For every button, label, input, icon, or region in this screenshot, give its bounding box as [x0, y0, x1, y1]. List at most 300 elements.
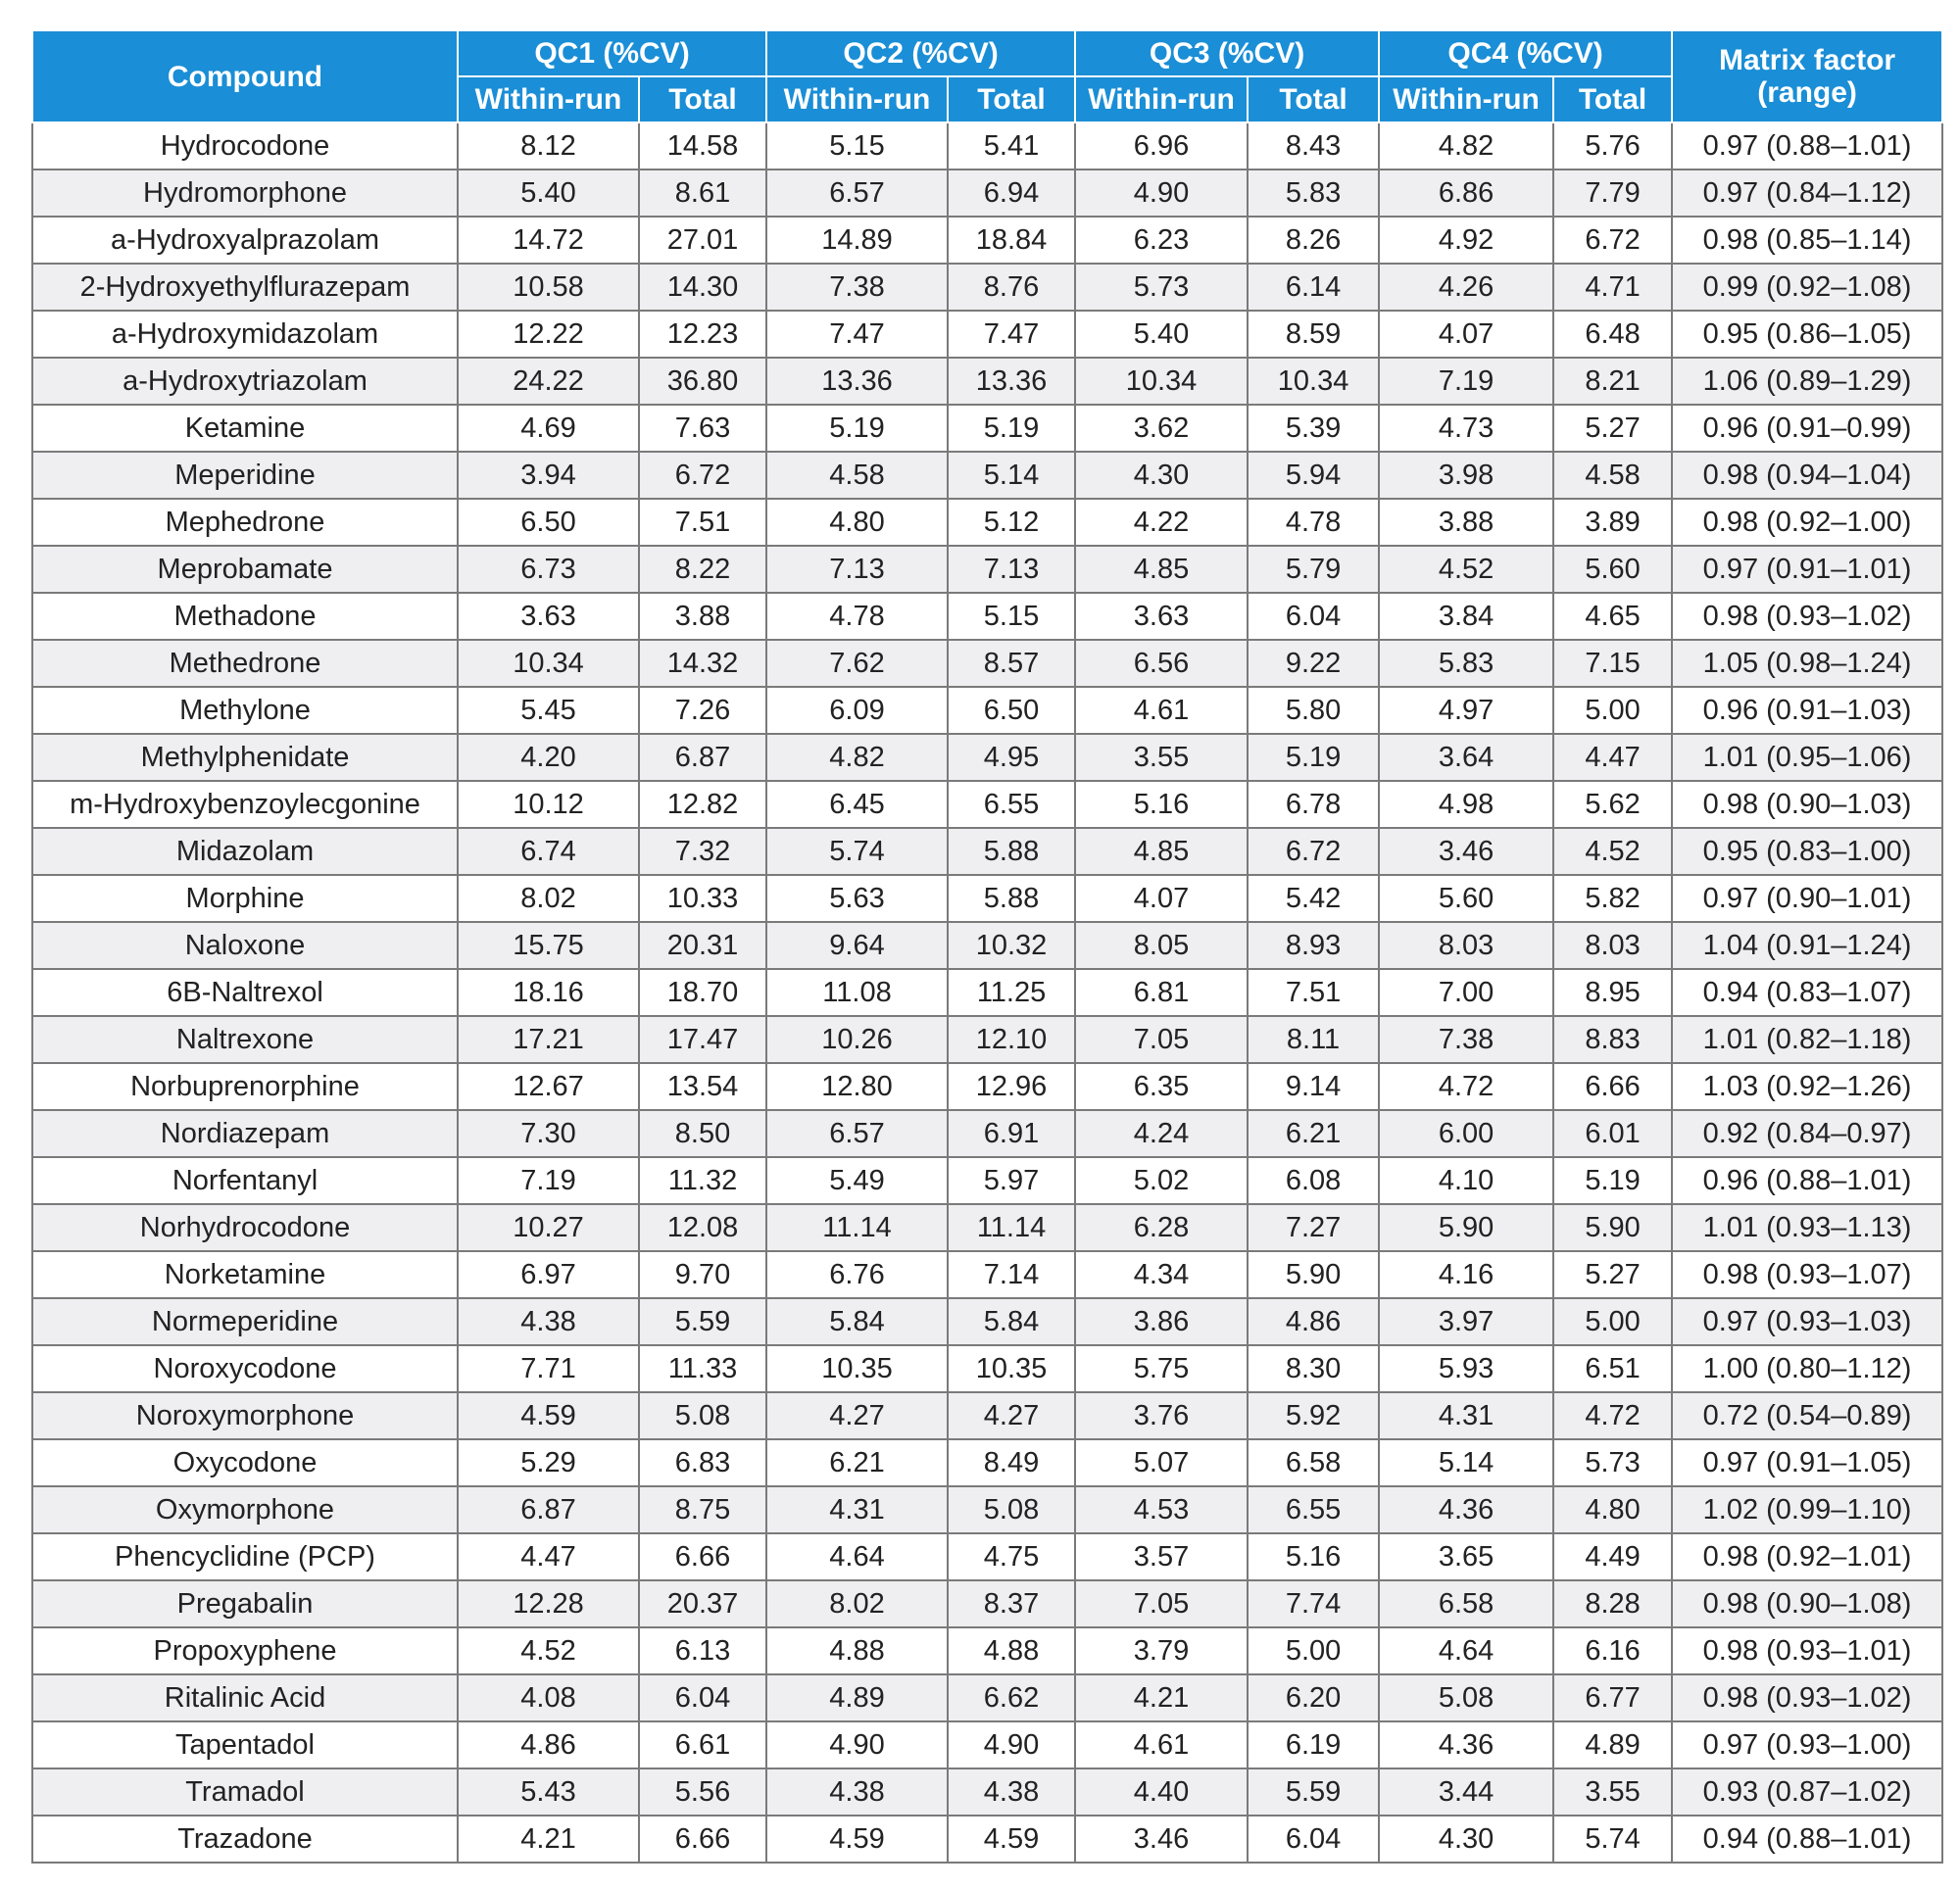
qc4-within-run-cell: 3.46 — [1379, 828, 1553, 875]
qc2-within-run-cell: 11.14 — [766, 1204, 948, 1251]
qc2-within-run-cell: 6.76 — [766, 1251, 948, 1298]
compound-cell: Naltrexone — [32, 1016, 458, 1063]
qc3-total-cell: 6.04 — [1248, 1816, 1379, 1863]
qc3-total-cell: 5.79 — [1248, 546, 1379, 593]
table-row — [32, 734, 1942, 781]
compound-cell: m-Hydroxybenzoylecgonine — [32, 781, 458, 828]
table-row — [32, 122, 1942, 170]
qc3-total-cell: 5.94 — [1248, 452, 1379, 499]
qc4-within-run-cell: 4.73 — [1379, 405, 1553, 452]
compound-cell: Nordiazepam — [32, 1110, 458, 1157]
compound-cell: Methadone — [32, 593, 458, 640]
matrix-factor-cell: 0.97 (0.90–1.01) — [1672, 875, 1942, 922]
qc4-within-run-cell: 3.44 — [1379, 1768, 1553, 1816]
qc4-within-run-cell: 4.26 — [1379, 264, 1553, 311]
qc1-total-cell: 8.61 — [639, 170, 766, 217]
qc1-within-run-cell: 4.47 — [458, 1533, 639, 1580]
qc4-total-cell: 4.52 — [1553, 828, 1672, 875]
qc4-within-run-cell: 3.88 — [1379, 499, 1553, 546]
qc4-within-run-cell: 7.00 — [1379, 969, 1553, 1016]
qc2-total-cell: 4.38 — [948, 1768, 1075, 1816]
qc3-total-cell: 8.30 — [1248, 1345, 1379, 1392]
qc3-within-run-cell: 4.22 — [1075, 499, 1248, 546]
qc4-within-run-cell: 4.36 — [1379, 1486, 1553, 1533]
qc2-within-run-cell: 6.21 — [766, 1439, 948, 1486]
qc1-total-cell: 5.08 — [639, 1392, 766, 1439]
qc4-total-cell: 6.01 — [1553, 1110, 1672, 1157]
qc2-header: QC2 (%CV) — [766, 30, 1075, 76]
matrix-factor-cell: 0.95 (0.86–1.05) — [1672, 311, 1942, 358]
qc4-total-cell: 4.72 — [1553, 1392, 1672, 1439]
qc1-within-run-cell: 7.30 — [458, 1110, 639, 1157]
qc3-total-cell: 8.59 — [1248, 311, 1379, 358]
matrix-factor-cell: 1.01 (0.93–1.13) — [1672, 1204, 1942, 1251]
qc4-within-run-cell: 4.64 — [1379, 1627, 1553, 1674]
qc4-within-run-cell: 3.84 — [1379, 593, 1553, 640]
qc1-total-cell: 10.33 — [639, 875, 766, 922]
matrix-factor-cell: 0.98 (0.93–1.02) — [1672, 593, 1942, 640]
qc1-within-run-cell: 4.86 — [458, 1721, 639, 1768]
qc4-total-cell: 5.27 — [1553, 405, 1672, 452]
compound-cell: Hydrocodone — [32, 122, 458, 170]
qc4-total-cell: 6.77 — [1553, 1674, 1672, 1721]
qc3-within-run-cell: 3.46 — [1075, 1816, 1248, 1863]
compound-cell: Propoxyphene — [32, 1627, 458, 1674]
qc4-total-cell: 3.89 — [1553, 499, 1672, 546]
qc4-within-run-cell: 8.03 — [1379, 922, 1553, 969]
qc3-within-run-cell: 5.16 — [1075, 781, 1248, 828]
table-row — [32, 1298, 1942, 1345]
qc2-within-run-cell: 5.74 — [766, 828, 948, 875]
qc2-total-cell: 12.96 — [948, 1063, 1075, 1110]
qc3-total-cell: 10.34 — [1248, 358, 1379, 405]
qc3-within-run-cell: 3.55 — [1075, 734, 1248, 781]
qc2-within-run-cell: 6.57 — [766, 170, 948, 217]
table-header — [32, 30, 1942, 122]
qc3-within-run-cell: 6.96 — [1075, 122, 1248, 170]
qc2-within-run-cell: 12.80 — [766, 1063, 948, 1110]
qc1-within-run-cell: 4.21 — [458, 1816, 639, 1863]
qc1-within-run-cell: 4.38 — [458, 1298, 639, 1345]
qc3-total-cell: 8.93 — [1248, 922, 1379, 969]
qc2-within-run-cell: 7.62 — [766, 640, 948, 687]
qc3-total-cell: 8.43 — [1248, 122, 1379, 170]
table-row — [32, 687, 1942, 734]
qc2-total-cell: 5.88 — [948, 828, 1075, 875]
qc1-total-cell: 8.50 — [639, 1110, 766, 1157]
qc4-total-cell: 7.15 — [1553, 640, 1672, 687]
matrix-factor-cell: 0.94 (0.83–1.07) — [1672, 969, 1942, 1016]
qc2-within-run-cell: 4.58 — [766, 452, 948, 499]
qc4-within-run-cell: 4.30 — [1379, 1816, 1553, 1863]
qc1-total-cell: 18.70 — [639, 969, 766, 1016]
compound-cell: Meprobamate — [32, 546, 458, 593]
qc2-within-run-cell: 5.49 — [766, 1157, 948, 1204]
table-row — [32, 922, 1942, 969]
qc1-total-cell: 12.82 — [639, 781, 766, 828]
qc2-within-run-cell: 7.38 — [766, 264, 948, 311]
matrix-factor-cell: 0.98 (0.93–1.01) — [1672, 1627, 1942, 1674]
qc3-header: QC3 (%CV) — [1075, 30, 1379, 76]
qc2-total-cell: 11.14 — [948, 1204, 1075, 1251]
qc2-total-cell: 5.97 — [948, 1157, 1075, 1204]
qc1-within-run-cell: 10.34 — [458, 640, 639, 687]
qc4-within-run-cell: 4.52 — [1379, 546, 1553, 593]
matrix-factor-cell: 0.98 (0.92–1.01) — [1672, 1533, 1942, 1580]
qc2-total-cell: 8.37 — [948, 1580, 1075, 1627]
table-row — [32, 358, 1942, 405]
qc2-within-run-cell: 4.64 — [766, 1533, 948, 1580]
qc1-total-header: Total — [639, 76, 766, 122]
qc2-within-run-cell: 4.59 — [766, 1816, 948, 1863]
qc1-total-cell: 20.37 — [639, 1580, 766, 1627]
qc3-within-run-cell: 4.90 — [1075, 170, 1248, 217]
table-row — [32, 1816, 1942, 1863]
compound-cell: 2-Hydroxyethylflurazepam — [32, 264, 458, 311]
qc1-total-cell: 6.72 — [639, 452, 766, 499]
qc4-within-run-cell: 5.93 — [1379, 1345, 1553, 1392]
compound-cell: a-Hydroxytriazolam — [32, 358, 458, 405]
qc3-within-run-cell: 3.57 — [1075, 1533, 1248, 1580]
qc1-within-run-cell: 12.22 — [458, 311, 639, 358]
qc1-within-run-cell: 5.29 — [458, 1439, 639, 1486]
matrix-factor-cell: 0.98 (0.90–1.08) — [1672, 1580, 1942, 1627]
qc4-within-run-cell: 4.31 — [1379, 1392, 1553, 1439]
matrix-factor-cell: 0.96 (0.91–1.03) — [1672, 687, 1942, 734]
compound-cell: Trazadone — [32, 1816, 458, 1863]
table-row — [32, 1204, 1942, 1251]
qc3-within-run-cell: 4.85 — [1075, 546, 1248, 593]
qc2-within-run-cell: 10.35 — [766, 1345, 948, 1392]
table-row — [32, 1439, 1942, 1486]
table-row — [32, 1345, 1942, 1392]
qc1-total-cell: 3.88 — [639, 593, 766, 640]
compound-cell: Norketamine — [32, 1251, 458, 1298]
matrix-factor-cell: 0.94 (0.88–1.01) — [1672, 1816, 1942, 1863]
qc2-within-run-cell: 4.27 — [766, 1392, 948, 1439]
table-row — [32, 1063, 1942, 1110]
qc4-within-run-cell: 4.16 — [1379, 1251, 1553, 1298]
qc4-within-run-cell: 6.00 — [1379, 1110, 1553, 1157]
qc4-within-run-cell: 3.64 — [1379, 734, 1553, 781]
qc1-within-run-cell: 18.16 — [458, 969, 639, 1016]
qc3-total-cell: 5.39 — [1248, 405, 1379, 452]
qc2-total-cell: 12.10 — [948, 1016, 1075, 1063]
qc3-total-cell: 6.58 — [1248, 1439, 1379, 1486]
table-row — [32, 1533, 1942, 1580]
table-row — [32, 1580, 1942, 1627]
qc1-total-cell: 36.80 — [639, 358, 766, 405]
matrix-factor-cell: 0.98 (0.92–1.00) — [1672, 499, 1942, 546]
matrix-factor-cell: 0.72 (0.54–0.89) — [1672, 1392, 1942, 1439]
qc3-within-run-cell: 3.76 — [1075, 1392, 1248, 1439]
qc1-total-cell: 14.58 — [639, 122, 766, 170]
qc3-total-cell: 5.90 — [1248, 1251, 1379, 1298]
qc4-total-cell: 5.00 — [1553, 687, 1672, 734]
table-row — [32, 1251, 1942, 1298]
matrix-factor-cell: 0.97 (0.91–1.05) — [1672, 1439, 1942, 1486]
matrix-factor-range-label: (range) — [1757, 76, 1857, 109]
qc2-total-cell: 8.49 — [948, 1439, 1075, 1486]
matrix-factor-cell: 1.04 (0.91–1.24) — [1672, 922, 1942, 969]
qc2-within-run-cell: 6.57 — [766, 1110, 948, 1157]
table-row — [32, 781, 1942, 828]
qc1-within-run-cell: 24.22 — [458, 358, 639, 405]
matrix-factor-cell: 0.98 (0.93–1.02) — [1672, 1674, 1942, 1721]
qc1-total-cell: 20.31 — [639, 922, 766, 969]
qc3-total-cell: 7.27 — [1248, 1204, 1379, 1251]
qc2-total-cell: 8.76 — [948, 264, 1075, 311]
table-row — [32, 1392, 1942, 1439]
qc4-total-cell: 5.82 — [1553, 875, 1672, 922]
qc4-total-cell: 4.80 — [1553, 1486, 1672, 1533]
qc3-within-run-cell: 8.05 — [1075, 922, 1248, 969]
cv-matrix-table — [31, 29, 1943, 1864]
qc4-total-cell: 4.58 — [1553, 452, 1672, 499]
matrix-factor-cell: 0.92 (0.84–0.97) — [1672, 1110, 1942, 1157]
qc2-total-cell: 6.50 — [948, 687, 1075, 734]
matrix-factor-cell: 1.05 (0.98–1.24) — [1672, 640, 1942, 687]
qc1-total-cell: 5.56 — [639, 1768, 766, 1816]
qc2-total-cell: 10.35 — [948, 1345, 1075, 1392]
qc1-total-cell: 7.32 — [639, 828, 766, 875]
qc3-within-run-cell: 10.34 — [1075, 358, 1248, 405]
qc4-within-run-cell: 4.92 — [1379, 217, 1553, 264]
table-row — [32, 640, 1942, 687]
qc1-total-cell: 27.01 — [639, 217, 766, 264]
compound-cell: Norfentanyl — [32, 1157, 458, 1204]
qc1-total-cell: 14.32 — [639, 640, 766, 687]
qc1-within-run-cell: 10.12 — [458, 781, 639, 828]
qc4-total-cell: 8.95 — [1553, 969, 1672, 1016]
qc4-total-cell: 8.21 — [1553, 358, 1672, 405]
matrix-factor-cell: 1.02 (0.99–1.10) — [1672, 1486, 1942, 1533]
matrix-factor-cell: 1.06 (0.89–1.29) — [1672, 358, 1942, 405]
qc2-total-cell: 7.14 — [948, 1251, 1075, 1298]
compound-cell: Methylphenidate — [32, 734, 458, 781]
qc2-total-cell: 4.59 — [948, 1816, 1075, 1863]
qc1-within-run-cell: 7.19 — [458, 1157, 639, 1204]
qc3-total-cell: 8.26 — [1248, 217, 1379, 264]
qc3-total-cell: 5.80 — [1248, 687, 1379, 734]
qc3-within-run-cell: 4.30 — [1075, 452, 1248, 499]
qc3-within-run-cell: 5.07 — [1075, 1439, 1248, 1486]
compound-cell: Normeperidine — [32, 1298, 458, 1345]
qc1-within-run-cell: 3.63 — [458, 593, 639, 640]
qc2-within-run-cell: 4.89 — [766, 1674, 948, 1721]
qc3-total-cell: 5.92 — [1248, 1392, 1379, 1439]
qc2-total-cell: 5.88 — [948, 875, 1075, 922]
qc4-within-run-cell: 3.98 — [1379, 452, 1553, 499]
qc4-total-cell: 8.28 — [1553, 1580, 1672, 1627]
matrix-factor-cell: 0.97 (0.88–1.01) — [1672, 122, 1942, 170]
table-row — [32, 264, 1942, 311]
qc3-within-run-cell: 4.61 — [1075, 1721, 1248, 1768]
matrix-factor-cell: 0.97 (0.93–1.00) — [1672, 1721, 1942, 1768]
qc1-total-cell: 5.59 — [639, 1298, 766, 1345]
qc3-within-run-cell: 5.40 — [1075, 311, 1248, 358]
qc3-within-run-cell: 6.28 — [1075, 1204, 1248, 1251]
qc1-within-run-header: Within-run — [458, 76, 639, 122]
qc2-within-run-cell: 7.47 — [766, 311, 948, 358]
qc2-within-run-cell: 4.80 — [766, 499, 948, 546]
qc4-within-run-cell: 4.72 — [1379, 1063, 1553, 1110]
table-row — [32, 969, 1942, 1016]
qc4-within-run-cell: 3.65 — [1379, 1533, 1553, 1580]
qc2-within-run-cell: 13.36 — [766, 358, 948, 405]
table-body — [32, 122, 1942, 1863]
qc4-within-run-header: Within-run — [1379, 76, 1553, 122]
compound-cell: Phencyclidine (PCP) — [32, 1533, 458, 1580]
compound-cell: Oxycodone — [32, 1439, 458, 1486]
qc3-total-cell: 7.74 — [1248, 1580, 1379, 1627]
qc1-within-run-cell: 4.52 — [458, 1627, 639, 1674]
qc4-total-cell: 5.27 — [1553, 1251, 1672, 1298]
qc2-total-cell: 5.15 — [948, 593, 1075, 640]
qc4-total-cell: 8.83 — [1553, 1016, 1672, 1063]
qc2-within-run-cell: 5.19 — [766, 405, 948, 452]
qc1-within-run-cell: 8.12 — [458, 122, 639, 170]
qc2-within-run-cell: 10.26 — [766, 1016, 948, 1063]
qc3-within-run-cell: 3.86 — [1075, 1298, 1248, 1345]
matrix-factor-cell: 1.01 (0.82–1.18) — [1672, 1016, 1942, 1063]
qc3-total-cell: 5.42 — [1248, 875, 1379, 922]
qc4-total-cell: 5.74 — [1553, 1816, 1672, 1863]
qc1-within-run-cell: 12.67 — [458, 1063, 639, 1110]
qc1-total-cell: 11.32 — [639, 1157, 766, 1204]
qc4-within-run-cell: 5.14 — [1379, 1439, 1553, 1486]
qc2-total-cell: 11.25 — [948, 969, 1075, 1016]
table-row — [32, 1768, 1942, 1816]
matrix-factor-cell: 0.98 (0.90–1.03) — [1672, 781, 1942, 828]
qc1-within-run-cell: 15.75 — [458, 922, 639, 969]
qc2-total-cell: 4.75 — [948, 1533, 1075, 1580]
compound-cell: Methedrone — [32, 640, 458, 687]
compound-cell: Noroxymorphone — [32, 1392, 458, 1439]
compound-cell: Tramadol — [32, 1768, 458, 1816]
matrix-factor-cell: 1.03 (0.92–1.26) — [1672, 1063, 1942, 1110]
matrix-factor-cell: 1.01 (0.95–1.06) — [1672, 734, 1942, 781]
qc2-total-cell: 5.14 — [948, 452, 1075, 499]
qc4-total-cell: 5.73 — [1553, 1439, 1672, 1486]
qc2-within-run-cell: 4.90 — [766, 1721, 948, 1768]
qc2-total-cell: 6.94 — [948, 170, 1075, 217]
matrix-factor-cell: 0.99 (0.92–1.08) — [1672, 264, 1942, 311]
qc4-total-cell: 5.60 — [1553, 546, 1672, 593]
qc2-total-cell: 5.12 — [948, 499, 1075, 546]
qc1-total-cell: 14.30 — [639, 264, 766, 311]
qc3-within-run-cell: 6.56 — [1075, 640, 1248, 687]
qc3-within-run-cell: 4.21 — [1075, 1674, 1248, 1721]
qc2-within-run-cell: 9.64 — [766, 922, 948, 969]
table-row — [32, 452, 1942, 499]
qc1-within-run-cell: 14.72 — [458, 217, 639, 264]
qc2-total-cell: 13.36 — [948, 358, 1075, 405]
qc1-total-cell: 13.54 — [639, 1063, 766, 1110]
qc2-within-run-cell: 8.02 — [766, 1580, 948, 1627]
qc3-total-cell: 6.04 — [1248, 593, 1379, 640]
qc4-total-cell: 6.72 — [1553, 217, 1672, 264]
qc1-within-run-cell: 12.28 — [458, 1580, 639, 1627]
qc2-within-run-cell: 6.09 — [766, 687, 948, 734]
qc1-total-cell: 8.75 — [639, 1486, 766, 1533]
compound-cell: Hydromorphone — [32, 170, 458, 217]
qc3-total-cell: 6.20 — [1248, 1674, 1379, 1721]
qc4-total-cell: 4.65 — [1553, 593, 1672, 640]
qc2-total-cell: 5.08 — [948, 1486, 1075, 1533]
qc4-total-cell: 5.19 — [1553, 1157, 1672, 1204]
qc4-total-cell: 5.76 — [1553, 122, 1672, 170]
matrix-factor-label: Matrix factor — [1719, 44, 1896, 76]
qc2-within-run-cell: 5.84 — [766, 1298, 948, 1345]
matrix-factor-cell: 0.98 (0.93–1.07) — [1672, 1251, 1942, 1298]
qc3-within-run-cell: 6.81 — [1075, 969, 1248, 1016]
matrix-factor-cell: 0.97 (0.91–1.01) — [1672, 546, 1942, 593]
qc1-total-cell: 6.61 — [639, 1721, 766, 1768]
qc1-within-run-cell: 3.94 — [458, 452, 639, 499]
qc2-total-cell: 5.19 — [948, 405, 1075, 452]
compound-cell: Norhydrocodone — [32, 1204, 458, 1251]
qc1-within-run-cell: 10.27 — [458, 1204, 639, 1251]
qc3-within-run-cell: 4.85 — [1075, 828, 1248, 875]
table-row — [32, 217, 1942, 264]
qc2-total-cell: 8.57 — [948, 640, 1075, 687]
qc1-within-run-cell: 4.08 — [458, 1674, 639, 1721]
qc4-total-cell: 4.47 — [1553, 734, 1672, 781]
qc2-within-run-cell: 4.38 — [766, 1768, 948, 1816]
qc3-total-cell: 5.16 — [1248, 1533, 1379, 1580]
table-row — [32, 1674, 1942, 1721]
qc2-total-cell: 4.88 — [948, 1627, 1075, 1674]
qc2-total-cell: 4.95 — [948, 734, 1075, 781]
matrix-factor-cell: 0.96 (0.91–0.99) — [1672, 405, 1942, 452]
qc4-within-run-cell: 6.86 — [1379, 170, 1553, 217]
qc2-within-run-cell: 14.89 — [766, 217, 948, 264]
qc2-total-cell: 18.84 — [948, 217, 1075, 264]
compound-cell: Methylone — [32, 687, 458, 734]
qc3-within-run-cell: 4.61 — [1075, 687, 1248, 734]
qc2-total-cell: 7.13 — [948, 546, 1075, 593]
qc4-within-run-cell: 4.10 — [1379, 1157, 1553, 1204]
compound-cell: a-Hydroxymidazolam — [32, 311, 458, 358]
qc1-total-cell: 7.63 — [639, 405, 766, 452]
qc1-within-run-cell: 17.21 — [458, 1016, 639, 1063]
qc3-total-cell: 5.83 — [1248, 170, 1379, 217]
qc2-within-run-cell: 5.15 — [766, 122, 948, 170]
qc2-total-cell: 5.41 — [948, 122, 1075, 170]
qc4-within-run-cell: 6.58 — [1379, 1580, 1553, 1627]
qc4-within-run-cell: 7.19 — [1379, 358, 1553, 405]
table-row — [32, 828, 1942, 875]
qc3-within-run-cell: 7.05 — [1075, 1580, 1248, 1627]
qc4-total-cell: 4.89 — [1553, 1721, 1672, 1768]
qc1-total-cell: 6.87 — [639, 734, 766, 781]
compound-cell: Oxymorphone — [32, 1486, 458, 1533]
matrix-factor-cell: 0.98 (0.94–1.04) — [1672, 452, 1942, 499]
qc3-within-run-cell: 4.40 — [1075, 1768, 1248, 1816]
qc4-within-run-cell: 7.38 — [1379, 1016, 1553, 1063]
compound-cell: Naloxone — [32, 922, 458, 969]
table-row — [32, 546, 1942, 593]
table-row — [32, 311, 1942, 358]
matrix-factor-cell: 0.96 (0.88–1.01) — [1672, 1157, 1942, 1204]
qc4-header: QC4 (%CV) — [1379, 30, 1672, 76]
qc1-total-cell: 9.70 — [639, 1251, 766, 1298]
compound-header: Compound — [32, 30, 458, 122]
qc1-within-run-cell: 6.97 — [458, 1251, 639, 1298]
qc1-within-run-cell: 5.45 — [458, 687, 639, 734]
qc4-total-header: Total — [1553, 76, 1672, 122]
